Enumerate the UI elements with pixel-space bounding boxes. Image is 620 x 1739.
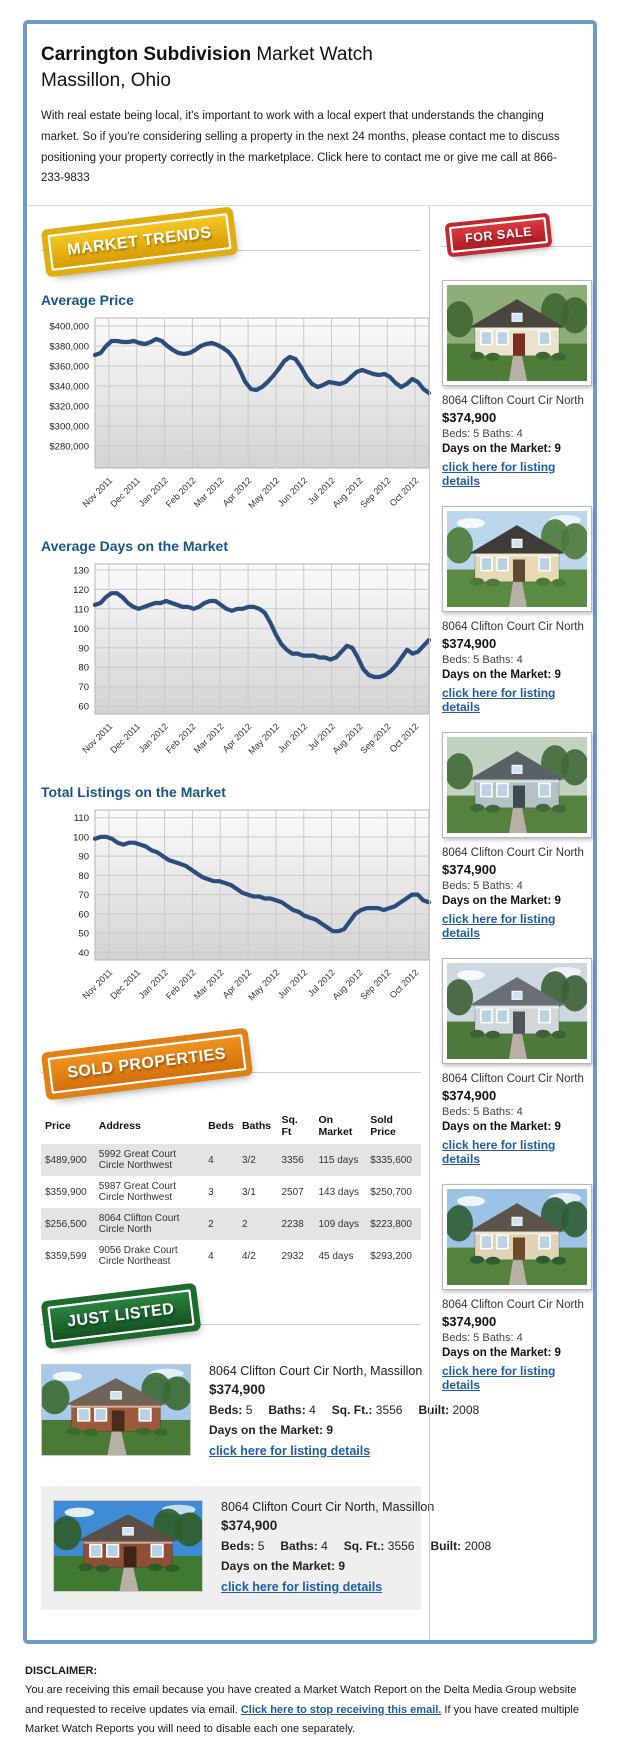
listing-days-on-market: Days on the Market: 9 [442,1347,561,1360]
average-days-chart [41,560,433,766]
svg-text:Feb 2012: Feb 2012 [163,967,198,1002]
sold-table-cell: $293,200 [370,1250,412,1262]
svg-text:Dec 2011: Dec 2011 [108,967,143,1002]
sold-properties-section-header [41,1038,421,1096]
listing-spec: Baths: 4 [268,1403,316,1418]
svg-text:Sep 2012: Sep 2012 [358,475,393,510]
svg-text:$300,000: $300,000 [49,421,89,433]
svg-text:Jun 2012: Jun 2012 [275,967,310,1001]
property-photo-frame [442,732,592,838]
listing-beds-baths: Beds: 5 Baths: 4 [442,428,523,441]
svg-text:Jul 2012: Jul 2012 [305,967,337,999]
listing-details-link[interactable]: click here for listing details [442,912,556,941]
for-sale-list [442,280,592,1394]
sold-table-header-row [41,1108,421,1144]
for-sale-sidebar [429,206,602,1640]
average-price-chart [41,314,433,520]
listing-spec: Sq. Ft.: 3556 [331,1403,403,1418]
svg-text:Sep 2012: Sep 2012 [358,967,393,1002]
sold-table-row [41,1208,421,1240]
property-photo[interactable] [53,1500,203,1592]
page-title [41,42,575,68]
svg-text:Jul 2012: Jul 2012 [305,475,337,507]
just-listed-item [41,1364,480,1460]
report-name: Carrington Subdivision [41,44,252,65]
for-sale-listing-card [442,732,592,942]
listing-spec: Beds: 5 [209,1403,253,1418]
svg-text:Nov 2011: Nov 2011 [80,475,115,510]
sold-table-column-header: Beds [208,1120,234,1133]
svg-text:60: 60 [78,909,89,921]
sold-properties-badge: SOLD PROPERTIES [48,1034,246,1094]
listing-address: 8064 Clifton Court Cir North [442,621,584,634]
page-subtitle: Massillon, Ohio [41,69,171,91]
svg-text:Apr 2012: Apr 2012 [220,475,254,509]
svg-text:Dec 2011: Dec 2011 [108,475,143,510]
svg-text:70: 70 [78,890,89,902]
disclaimer-text-after: If you have created multiple Market Watch Reports you will need to disable each one separately. [25,1703,579,1735]
sold-table-cell: 5987 Great Court Circle Northwest [98,1181,177,1204]
sold-table-cell: 109 days [318,1218,360,1230]
sold-table-column-header: Baths [241,1120,272,1133]
property-photo-frame [442,958,592,1064]
main-column [27,206,492,1640]
just-listed-badge: JUST LISTED [47,1289,194,1342]
listing-address: 8064 Clifton Court Cir North [442,847,584,860]
svg-text:Apr 2012: Apr 2012 [220,967,254,1001]
svg-text:120: 120 [73,584,89,596]
svg-text:Mar 2012: Mar 2012 [191,721,226,756]
listing-spec: Sq. Ft.: 3556 [343,1539,415,1554]
svg-text:Aug 2012: Aug 2012 [330,721,365,756]
disclaimer-heading: DISCLAIMER: [25,1665,98,1678]
for-sale-listing-card [442,1184,592,1394]
listing-beds-baths: Beds: 5 Baths: 4 [442,1332,523,1345]
listing-price: $374,900 [442,1088,497,1104]
sold-table-cell: 2932 [281,1250,304,1262]
svg-text:40: 40 [78,947,89,959]
sold-table-cell: 3356 [281,1154,304,1166]
listing-address: 8064 Clifton Court Cir North, Massillon [221,1500,435,1515]
sold-table-cell: $489,900 [45,1154,87,1166]
svg-text:100: 100 [73,623,89,635]
svg-text:Oct 2012: Oct 2012 [387,475,421,509]
sold-table-cell: 3 [208,1186,214,1198]
svg-text:Jun 2012: Jun 2012 [275,475,310,509]
sold-table-cell: 45 days [318,1250,354,1262]
property-photo[interactable] [447,963,587,1059]
svg-text:Aug 2012: Aug 2012 [330,967,365,1002]
for-sale-listing-card [442,506,592,716]
svg-text:50: 50 [78,928,89,940]
sold-table-cell: $250,700 [370,1186,412,1198]
svg-text:Jan 2012: Jan 2012 [136,475,170,509]
listing-details-link[interactable]: click here for listing details [442,1364,556,1393]
svg-text:Apr 2012: Apr 2012 [220,721,254,755]
listing-beds-baths: Beds: 5 Baths: 4 [442,1106,523,1119]
sold-table-cell: 9056 Drake Court Circle Northeast [98,1245,178,1268]
sold-table-row [41,1176,421,1208]
listing-details-link[interactable]: click here for listing details [442,686,556,715]
market-trends-section-header [41,216,421,274]
svg-text:80: 80 [78,662,89,674]
sold-table-cell: 5992 Great Court Circle Northwest [98,1149,177,1172]
listing-spec: Beds: 5 [221,1539,265,1554]
report-type: Market Watch [251,44,373,65]
unsubscribe-link[interactable]: Click here to stop receiving this email. [240,1703,442,1716]
intro-text: With real estate being local, it's important to work with a local expert that understands the changing market. So if you're considering selling a property in the next 24 months, please contact me to discuss positioning your property correctly in the marketplace. Click here to contact me or give me call at 866-233-9833 [41,110,560,185]
sold-table-column-header: Address [98,1120,141,1133]
svg-text:$400,000: $400,000 [49,321,89,333]
average-days-chart-container [41,560,421,766]
sold-table-column-header: Sold Price [370,1114,396,1139]
sold-table-cell: 2 [241,1218,248,1230]
svg-text:90: 90 [78,643,89,655]
svg-text:May 2012: May 2012 [246,721,282,757]
svg-text:$280,000: $280,000 [49,441,89,453]
listing-details-link[interactable]: click here for listing details [442,1138,556,1167]
for-sale-badge: FOR SALE [449,217,548,253]
listing-address: 8064 Clifton Court Cir North, Massillon [209,1364,423,1379]
svg-text:70: 70 [78,682,89,694]
sold-table-row [41,1144,421,1176]
svg-text:May 2012: May 2012 [246,475,282,511]
listing-address: 8064 Clifton Court Cir North [442,395,584,408]
listing-beds-baths: Beds: 5 Baths: 4 [442,654,523,667]
svg-text:Jun 2012: Jun 2012 [275,721,310,755]
listing-price: $374,900 [442,1314,497,1330]
for-sale-listing-card [442,958,592,1168]
svg-text:Oct 2012: Oct 2012 [387,721,421,755]
svg-text:Jan 2012: Jan 2012 [136,721,170,755]
sold-table-column-header: Sq. Ft [281,1114,298,1139]
listing-address: 8064 Clifton Court Cir North [442,1299,584,1312]
listing-price: $374,900 [442,410,497,426]
listing-spec: Baths: 4 [280,1539,328,1554]
property-photo-frame [442,280,592,386]
property-photo[interactable] [447,737,587,833]
svg-text:90: 90 [78,851,89,863]
header [27,24,593,189]
listing-days-on-market: Days on the Market: 9 [209,1423,334,1438]
svg-text:100: 100 [73,832,89,844]
property-photo[interactable] [447,1189,587,1285]
sold-table-cell: 8064 Clifton Court Circle North [98,1213,180,1236]
svg-text:$340,000: $340,000 [49,381,89,393]
sold-table-cell: 3/1 [241,1186,256,1198]
total-listings-chart [41,806,433,1012]
svg-text:Aug 2012: Aug 2012 [330,475,365,510]
listing-price: $374,900 [221,1518,278,1534]
listing-address: 8064 Clifton Court Cir North [442,1073,584,1086]
sold-table-cell: $359,900 [45,1186,87,1198]
disclaimer [25,1662,595,1739]
property-photo[interactable] [447,511,587,607]
average-days-title: Average Days on the Market [41,538,228,555]
listing-days-on-market: Days on the Market: 9 [442,1121,561,1134]
just-listed-list [41,1364,492,1610]
sold-table-cell: $359,599 [45,1250,87,1262]
listing-days-on-market: Days on the Market: 9 [442,443,561,456]
svg-text:Jul 2012: Jul 2012 [305,721,337,753]
svg-text:Sep 2012: Sep 2012 [358,721,393,756]
listing-spec: Built: 2008 [430,1539,492,1554]
svg-text:$320,000: $320,000 [49,401,89,413]
svg-text:$380,000: $380,000 [49,341,89,353]
sold-table-column-header: On Market [318,1114,353,1139]
disclaimer-text-before: You are receiving this email because you have created a Market Watch Report on the Delta Media Group website and requested to receive updates via email. [25,1684,577,1716]
sold-table-row [41,1240,421,1272]
listing-days-on-market: Days on the Market: 9 [442,895,561,908]
just-listed-item [41,1486,492,1610]
svg-text:Mar 2012: Mar 2012 [191,475,226,510]
svg-text:Dec 2011: Dec 2011 [108,721,143,756]
svg-text:Nov 2011: Nov 2011 [80,721,115,756]
svg-text:Nov 2011: Nov 2011 [80,967,115,1002]
property-photo-frame [442,1184,592,1290]
sold-table-cell: $335,600 [370,1154,412,1166]
svg-text:$360,000: $360,000 [49,361,89,373]
svg-text:Oct 2012: Oct 2012 [387,967,421,1001]
market-trends-badge: MARKET TRENDS [47,213,231,271]
average-price-chart-container [41,314,421,520]
sold-table-cell: $256,500 [45,1218,87,1230]
listing-price: $374,900 [442,636,497,652]
svg-text:Feb 2012: Feb 2012 [163,721,198,756]
sold-table-cell: 143 days [318,1186,360,1198]
total-listings-title: Total Listings on the Market [41,784,226,801]
svg-text:80: 80 [78,870,89,882]
average-price-title: Average Price [41,292,134,309]
listing-spec: Built: 2008 [418,1403,480,1418]
svg-text:Jan 2012: Jan 2012 [136,967,170,1001]
svg-text:May 2012: May 2012 [246,967,282,1003]
property-photo-frame [442,506,592,612]
listing-price: $374,900 [209,1382,266,1398]
for-sale-listing-card [442,280,592,490]
listing-days-on-market: Days on the Market: 9 [221,1559,346,1574]
sold-table-cell: 2238 [281,1218,304,1230]
svg-text:130: 130 [73,565,89,577]
sold-table-column-header: Price [45,1120,71,1133]
svg-text:110: 110 [73,813,89,825]
property-photo[interactable] [41,1364,191,1456]
svg-text:Mar 2012: Mar 2012 [191,967,226,1002]
sold-properties-table [41,1108,421,1272]
email-frame [23,20,597,1644]
listing-price: $374,900 [442,862,497,878]
property-photo[interactable] [447,285,587,381]
sold-table-cell: 3/2 [241,1154,256,1166]
sold-table-cell: 2507 [281,1186,304,1198]
total-listings-chart-container [41,806,421,1012]
sold-table-cell: 4 [208,1154,214,1166]
listing-beds-baths: Beds: 5 Baths: 4 [442,880,523,893]
svg-text:110: 110 [73,604,89,616]
sold-table-cell: 115 days [318,1154,359,1166]
for-sale-section-header [442,218,592,264]
sold-table-cell: $223,800 [370,1218,412,1230]
svg-text:60: 60 [78,701,89,713]
listing-days-on-market: Days on the Market: 9 [442,669,561,682]
listing-details-link[interactable]: click here for listing details [442,460,556,489]
listing-details-link[interactable]: click here for listing details [221,1580,383,1595]
sold-table-cell: 4 [208,1250,214,1262]
sold-table-cell: 2 [208,1218,214,1230]
svg-text:Feb 2012: Feb 2012 [163,475,198,510]
listing-details-link[interactable]: click here for listing details [209,1444,371,1459]
sold-table-cell: 4/2 [241,1250,256,1262]
just-listed-section-header [41,1290,421,1348]
